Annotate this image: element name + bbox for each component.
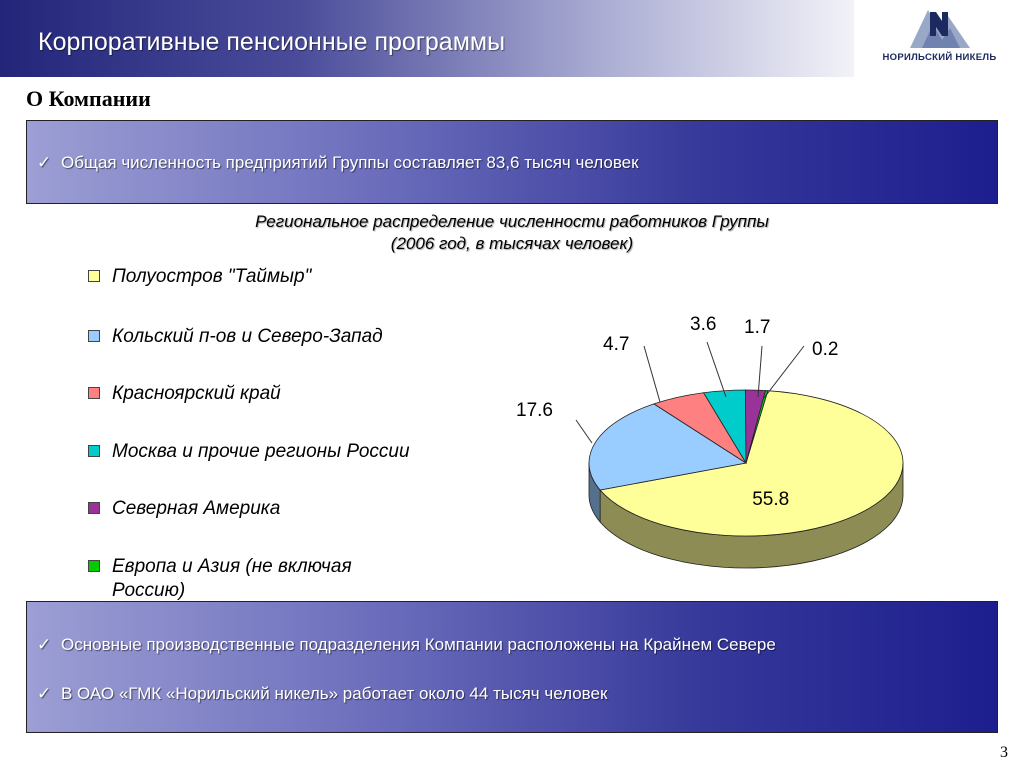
checkmark-icon: ✓	[37, 635, 52, 654]
data-label: 3.6	[690, 314, 717, 335]
bullet-item	[37, 635, 776, 655]
section-heading: О Компании	[26, 86, 151, 111]
pie-chart	[500, 300, 920, 600]
chart-title-line: Региональное распределение численности работников Группы	[255, 212, 769, 231]
leader-line	[758, 346, 762, 397]
checkmark-icon: ✓	[37, 684, 52, 703]
leader-line	[644, 346, 660, 402]
leader-line	[707, 342, 726, 397]
legend-swatch	[88, 445, 100, 457]
legend-label: Москва и прочие регионы России	[112, 441, 410, 462]
slide-title: Корпоративные пенсионные программы	[38, 28, 506, 56]
data-label: 55.8	[752, 488, 790, 510]
bullet-text: Общая численность предприятий Группы составляет 83,6 тысяч человек	[61, 153, 639, 172]
legend-swatch	[88, 560, 100, 572]
chart-title	[0, 211, 1024, 255]
legend-swatch	[88, 502, 100, 514]
leader-line	[576, 420, 592, 443]
bullet-item	[37, 684, 607, 704]
legend-label: Полуостров "Таймыр"	[112, 266, 312, 287]
chart-subtitle-line: (2006 год, в тысячах человек)	[390, 234, 634, 253]
data-label: 4.7	[603, 334, 630, 355]
legend-swatch	[88, 270, 100, 282]
bullet-text: Основные производственные подразделения Компании расположены на Крайнем Севере	[61, 635, 776, 654]
bullet-text: В ОАО «ГМК «Норильский никель» работает около 44 тысяч человек	[61, 684, 608, 703]
legend-swatch	[88, 387, 100, 399]
legend-swatch	[88, 330, 100, 342]
leader-line	[764, 346, 804, 398]
details-panel	[26, 601, 998, 733]
bullet-item	[37, 153, 639, 173]
legend-label: Северная Америка	[112, 498, 281, 519]
logo-text: НОРИЛЬСКИЙ НИКЕЛЬ	[882, 52, 997, 63]
data-label: 1.7	[744, 317, 771, 338]
legend-label: Кольский п-ов и Северо-Запад	[112, 326, 383, 347]
title-bar	[0, 0, 854, 77]
data-label: 17.6	[516, 400, 553, 421]
summary-panel	[26, 120, 998, 204]
logo-mark	[872, 6, 1007, 52]
company-logo	[872, 6, 1007, 70]
legend-label: Красноярский край	[112, 383, 281, 404]
legend-label: Европа и Азия (не включая Россию)	[112, 556, 352, 601]
checkmark-icon: ✓	[37, 153, 52, 172]
page-number: 3	[1000, 744, 1008, 761]
data-label: 0.2	[812, 339, 839, 360]
